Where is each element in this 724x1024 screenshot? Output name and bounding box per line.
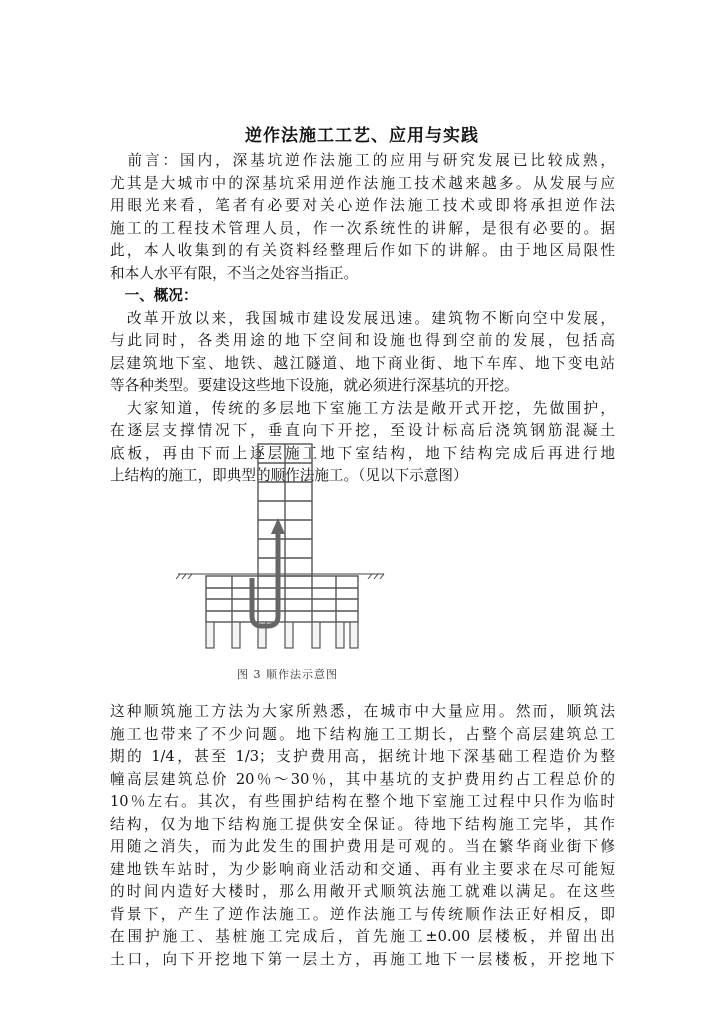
text-line: 10％左右。其次，有些围护结构在整个地下室施工过程中只作为临时 (110, 793, 615, 810)
text-line: 施工的工程技术管理人员，作一次系统性的讲解，是很有必要的。据 (110, 219, 615, 237)
text-line: 尤其是大城市中的深基坑采用逆作法施工技术越来越多。从发展与应 (110, 174, 615, 192)
text-line: 底板，再由下而上逐层施工地下室结构，地下结构完成后再进行地 (110, 444, 615, 462)
text-line: 前言：国内，深基坑逆作法施工的应用与研究发展已比较成熟， (110, 152, 615, 169)
text-line: 层建筑地下室、地铁、越江隧道、地下商业街、地下车库、地下变电站 (110, 354, 615, 372)
construction-direction-arrow (252, 531, 278, 626)
text-line: 用随之消失，而为此发生的围护费用是可观的。当在繁华商业街下修 (110, 838, 615, 855)
text-line: 改革开放以来，我国城市建设发展迅速。建筑物不断向空中发展， (110, 309, 615, 327)
text-line: 与此同时，各类用途的地下空间和设施也得到空前的发展，包括高 (110, 332, 615, 349)
text-line: 的时间内造好大楼时，那么用敞开式顺筑法施工就难以满足。在这些 (110, 883, 615, 900)
text-line: 建地铁车站时，为少影响商业活动和交通、再有业主要求在尽可能短 (110, 860, 615, 878)
text-line: 大家知道，传统的多层地下室施工方法是敞开式开挖，先做围护， (110, 399, 615, 417)
text-line: 结构，仅为地下结构施工提供安全保证。待地下结构施工完毕，其作 (110, 815, 615, 833)
diagram-svg (176, 436, 386, 676)
section-heading: 一、概况： (110, 287, 198, 304)
text-line: 等各种类型。要建设这些地下设施，就必须进行深基坑的开挖。 (110, 377, 519, 394)
basement-structure (206, 576, 358, 622)
text-line: 此，本人收集到的有关资料经整理后作如下的讲解。由于地区局限性 (110, 242, 615, 259)
text-line: 这种顺筑施工方法为大家所熟悉，在城市中大量应用。然而，顺筑法 (110, 703, 615, 720)
figure-caption: 图 3 顺作法示意图 (237, 668, 338, 681)
body-paragraph (110, 701, 615, 971)
text-line: 期的 1/4，甚至 1/3；支护费用高，据统计地下深基础工程造价为整 (110, 748, 615, 765)
piles (206, 622, 358, 648)
text-line: 施工也带来了不少问题。地下结构施工工期长，占整个高层建筑总工 (110, 725, 615, 743)
document-title: 逆作法施工工艺、应用与实践 (245, 126, 479, 146)
text-line: 用眼光来看，笔者有必要对关心逆作法施工技术或即将承担逆作法 (110, 197, 615, 214)
building-grid (258, 444, 312, 576)
text-line: 在逐层支撑情况下，垂直向下开挖，至设计标高后浇筑钢筋混凝土 (110, 422, 615, 439)
text-line: 土口，向下开挖地下第一层土方，再施工地下一层楼板，开挖地下 (110, 950, 615, 968)
text-line: 上结构的施工，即典型的顺作法施工。（见以下示意图） (110, 467, 468, 484)
text-line: 幢高层建筑总价 20％～30％，其中基坑的支护费用约占工程总价的 (110, 770, 615, 788)
text-line: 和本人水平有限，不当之处容当指正。 (110, 264, 359, 282)
text-line: 背景下，产生了逆作法施工。逆作法施工与传统顺作法正好相反，即 (110, 905, 615, 923)
construction-diagram (176, 436, 386, 676)
text-line: 在围护施工、基桩施工完成后，首先施工±0.00 层楼板，并留出出 (110, 928, 615, 945)
